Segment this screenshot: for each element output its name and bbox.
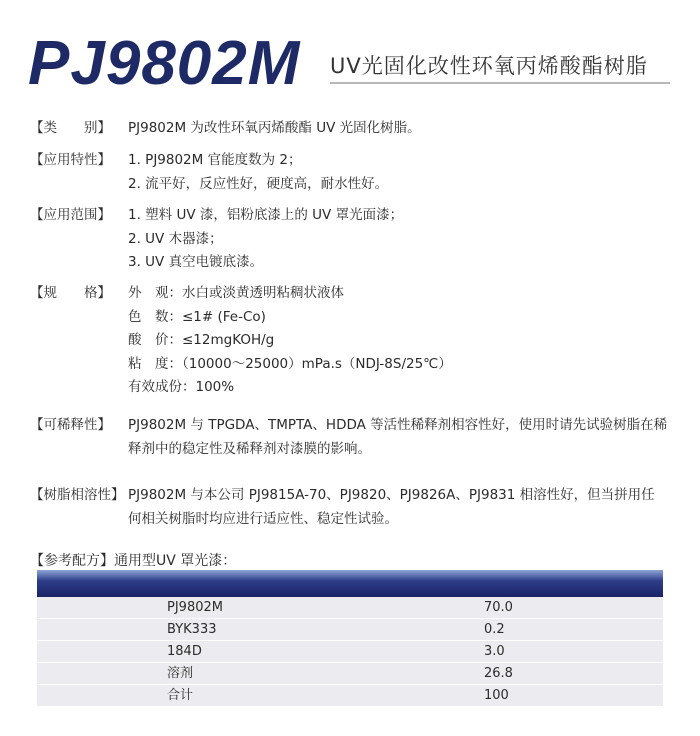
ingredient-amount: 3.0: [484, 644, 505, 659]
section-line: PJ9802M 为改性环氧丙烯酸酯 UV 光固化树脂。: [128, 120, 421, 136]
recipe-title: 通用型UV 罩光漆：: [114, 553, 237, 569]
section-body: [128, 149, 678, 196]
ingredient-name: 溶剂: [167, 666, 194, 681]
section-line: 释剂中的稳定性及稀释剂对漆膜的影响。: [128, 440, 371, 457]
section-line: 2. 流平好，反应性好，硬度高，耐水性好。: [128, 175, 389, 192]
ingredient-name: BYK333: [167, 622, 217, 637]
table-row: [37, 641, 663, 663]
section-body: [128, 414, 678, 461]
ingredient-amount: 0.2: [484, 622, 505, 637]
section-line: PJ9802M 与本公司 PJ9815A-70、PJ9820、PJ9826A、PJ9831 相溶性好，但当拼用任: [128, 487, 655, 503]
section-line: 何相关树脂时均应进行适应性、稳定性试验。: [128, 510, 398, 527]
section-label: 【可稀释性】: [30, 417, 111, 433]
section-line: 外 观：水白或淡黄透明粘稠状液体: [128, 285, 344, 301]
product-code: PJ9802M: [28, 29, 301, 98]
section-line: 1. 塑料 UV 漆，铝粉底漆上的 UV 罩光面漆；: [128, 207, 404, 223]
table-header-bar: [37, 570, 663, 597]
ingredient-amount: 26.8: [484, 666, 513, 681]
table-body: [37, 597, 663, 707]
table-row: [37, 597, 663, 619]
section-body: [128, 117, 678, 141]
section-body: [128, 282, 678, 400]
recipe-heading: [30, 551, 236, 571]
section-line: 色 数：≤1# (Fe-Co): [128, 308, 266, 325]
section-line: 3. UV 真空电镀底漆。: [128, 254, 264, 270]
section-line: 有效成份：100%: [128, 379, 235, 395]
table-row: [37, 663, 663, 685]
section-label: 【规 格】: [30, 285, 111, 301]
ingredient-amount: 100: [484, 688, 509, 703]
ingredient-name: 合计: [167, 688, 194, 703]
section-label: 【应用特性】: [30, 152, 111, 168]
section-label: 【应用范围】: [30, 207, 111, 223]
header: [0, 0, 700, 110]
table-row: [37, 685, 663, 707]
section-line: 1. PJ9802M 官能度数为 2；: [128, 152, 302, 168]
header-divider: [330, 82, 670, 84]
ingredient-amount: 70.0: [484, 600, 513, 615]
section-line: 酸 价：≤12mgKOH/g: [128, 332, 275, 348]
section-line: PJ9802M 与 TPGDA、TMPTA、HDDA 等活性稀释剂相容性好，使用时请先试验树脂在稀: [128, 417, 668, 433]
recipe-label: 【参考配方】: [30, 553, 114, 569]
section-body: [128, 204, 678, 275]
ingredient-name: PJ9802M: [167, 600, 223, 615]
table-row: [37, 619, 663, 641]
recipe-table: [37, 570, 663, 710]
section-line: 2. UV 木器漆；: [128, 230, 223, 247]
section-label: 【树脂相溶性】: [30, 487, 125, 503]
section-line: 粘 度：（10000～25000）mPa.s（NDJ-8S/25℃）: [128, 355, 452, 372]
section-label: 【类 别】: [30, 120, 111, 136]
section-body: [128, 484, 678, 531]
ingredient-name: 184D: [167, 644, 202, 659]
product-name: UV光固化改性环氧丙烯酸酯树脂: [330, 54, 648, 78]
